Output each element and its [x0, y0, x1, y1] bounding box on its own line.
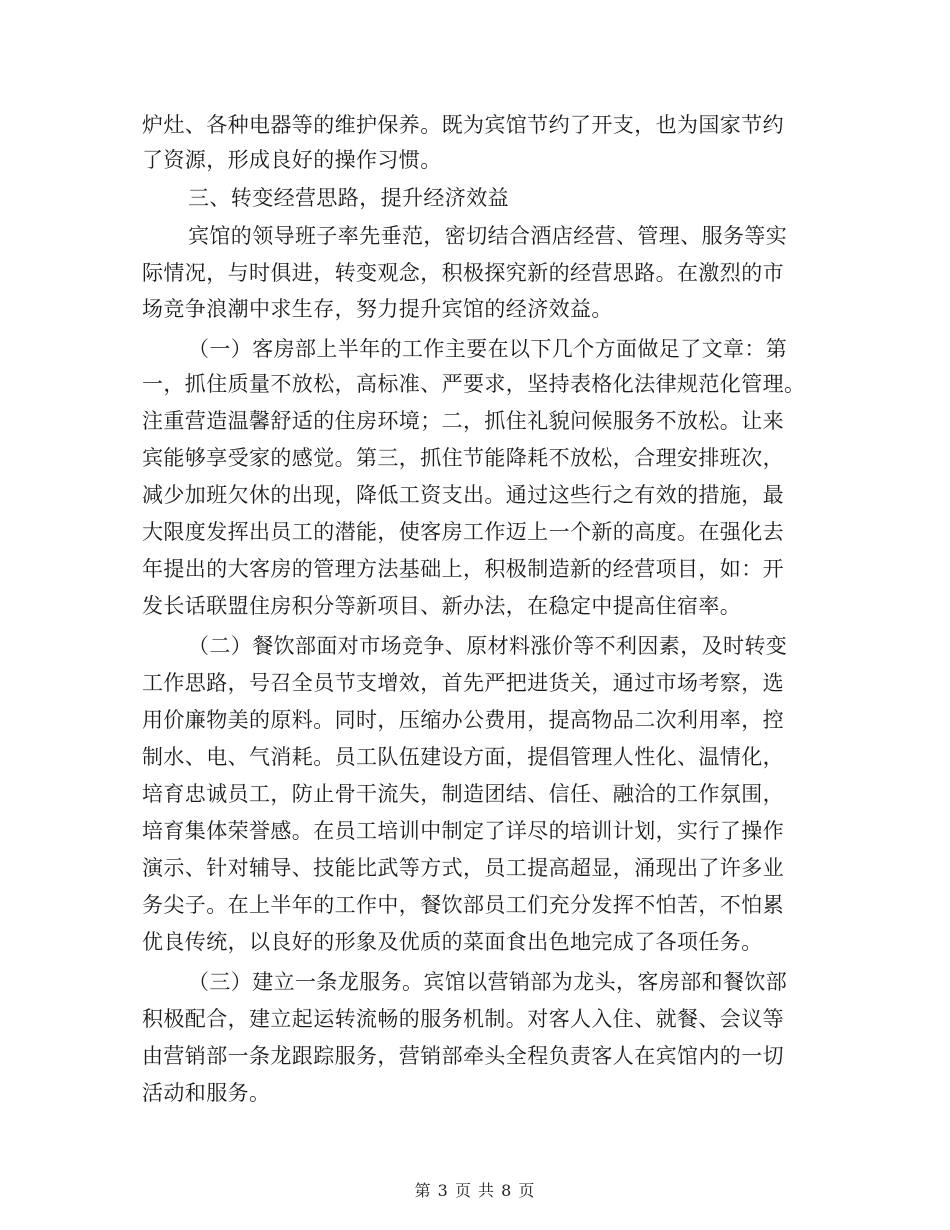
text-line: 大限度发挥出员工的潜能，使客房工作迈上一个新的高度。在强化去 [142, 520, 784, 544]
text-line: 际情况，与时俱进，转变观念，积极探究新的经营思路。在激烈的市 [142, 261, 784, 285]
text-line: 了资源，形成良好的操作习惯。 [142, 148, 442, 172]
text-line: 炉灶、各种电器等的维护保养。既为宾馆节约了开支，也为国家节约 [142, 113, 784, 137]
text-line: 注重营造温馨舒适的住房环境；二，抓住礼貌问候服务不放松。让来 [142, 409, 784, 433]
text-line: （二）餐饮部面对市场竞争、原材料涨价等不利因素，及时转变 [188, 634, 788, 658]
text-line: 宾馆的领导班子率先垂范，密切结合酒店经营、管理、服务等实 [188, 224, 788, 248]
text-line: 由营销部一条龙跟踪服务，营销部牵头全程负责客人在宾馆内的一切 [142, 1044, 784, 1068]
text-line: 工作思路，号召全员节支增效，首先严把进货关，通过市场考察，选 [142, 671, 784, 695]
text-line: 宾能够享受家的感觉。第三，抓住节能降耗不放松，合理安排班次， [142, 446, 784, 470]
text-line: 用价廉物美的原料。同时，压缩办公费用，提高物品二次利用率，控 [142, 708, 784, 732]
text-line: 积极配合，建立起运转流畅的服务机制。对客人入住、就餐、会议等 [142, 1007, 784, 1031]
text-line: 发长话联盟住房积分等新项目、新办法，在稳定中提高住宿率。 [142, 594, 742, 618]
text-line: 培育集体荣誉感。在员工培训中制定了详尽的培训计划，实行了操作 [142, 819, 784, 843]
text-line: 场竞争浪潮中求生存，努力提升宾馆的经济效益。 [142, 297, 613, 321]
text-line: 年提出的大客房的管理方法基础上，积极制造新的经营项目，如：开 [142, 557, 784, 581]
text-line: 优良传统，以良好的形象及优质的菜面食出色地完成了各项任务。 [142, 930, 763, 954]
text-line: 减少加班欠休的出现，降低工资支出。通过这些行之有效的措施，最 [142, 483, 784, 507]
text-line: （一）客房部上半年的工作主要在以下几个方面做足了文章：第 [188, 337, 788, 361]
section-heading: 三、转变经营思路，提升经济效益 [188, 186, 509, 210]
text-line: 一，抓住质量不放松，高标准、严要求，坚持表格化法律规范化管理。 [142, 372, 806, 396]
text-line: 务尖子。在上半年的工作中，餐饮部员工们充分发挥不怕苦，不怕累 [142, 893, 784, 917]
text-line: 活动和服务。 [142, 1081, 271, 1105]
text-line: 制水、电、气消耗。员工队伍建设方面，提倡管理人性化、温情化， [142, 745, 784, 769]
text-line: 演示、针对辅导、技能比武等方式，员工提高超显，涌现出了许多业 [142, 856, 784, 880]
text-line: 培育忠诚员工，防止骨干流失，制造团结、信任、融洽的工作氛围， [142, 782, 784, 806]
page-number-footer: 第 3 页 共 8 页 [414, 1181, 536, 1200]
text-line: （三）建立一条龙服务。宾馆以营销部为龙头，客房部和餐饮部 [188, 970, 788, 994]
